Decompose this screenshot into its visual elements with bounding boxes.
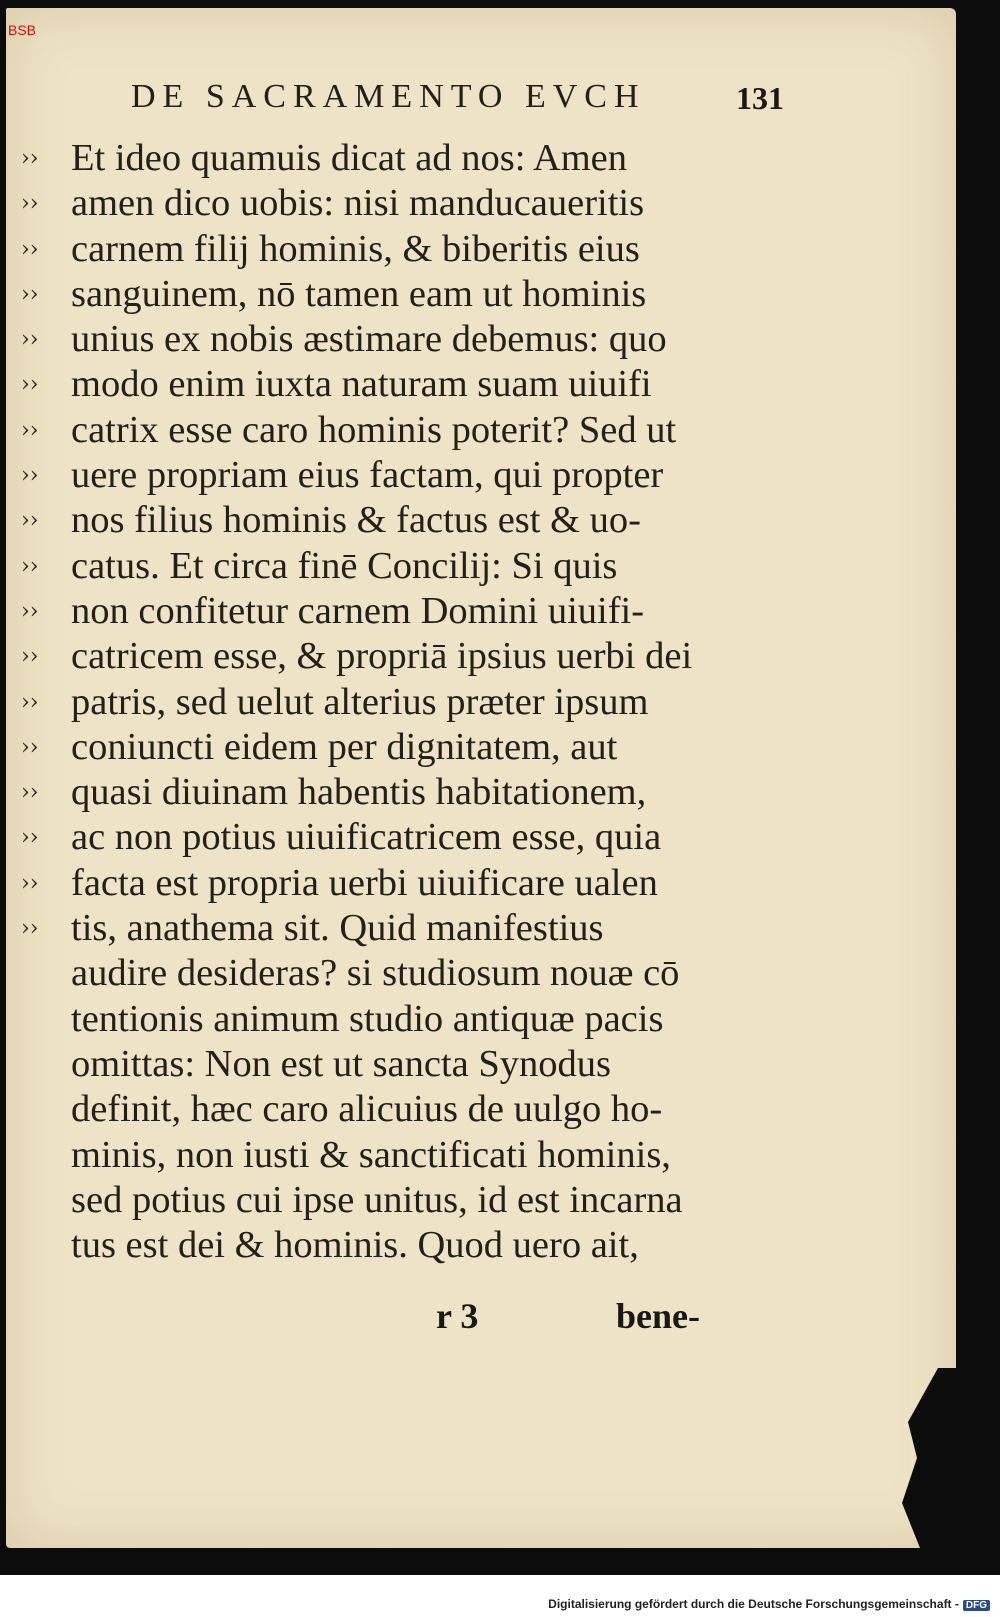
text-line [21, 136, 741, 181]
line-text: catus. Et circa finē Concilij: Si quis [71, 544, 618, 587]
quotation-mark: ›› [21, 236, 39, 262]
quotation-mark: ›› [21, 916, 39, 942]
running-head: DE SACRAMENTO EVCH [131, 78, 646, 115]
line-text: audire desideras? si studiosum nouæ cō [71, 952, 680, 995]
signature-mark: r 3 [436, 1296, 479, 1336]
line-text: sanguinem, nō tamen eam ut hominis [71, 272, 647, 315]
quotation-mark: ›› [21, 734, 39, 760]
line-text: catricem esse, & propriā ipsius uerbi dei [71, 635, 693, 678]
text-line [21, 544, 741, 589]
quotation-mark: ›› [21, 281, 39, 307]
quotation-mark: ›› [21, 372, 39, 398]
line-text: patris, sed uelut alterius præter ipsum [71, 680, 649, 723]
line-text: carnem filij hominis, & biberitis eius [71, 227, 640, 270]
text-line [21, 815, 741, 860]
dfg-logo: DFG [963, 1600, 990, 1611]
text-line [21, 589, 741, 634]
text-block [21, 136, 741, 1268]
line-text: tis, anathema sit. Quid manifestius [71, 907, 604, 950]
quotation-mark: ›› [21, 417, 39, 443]
folio-number: 131 [736, 80, 784, 116]
credit-text: Digitalisierung gefördert durch die Deutsche Forschungsgemeinschaft - [548, 1597, 959, 1611]
quotation-mark: ›› [21, 508, 39, 534]
line-text: uere propriam eius factam, qui propter [71, 454, 664, 497]
digitization-credit [548, 1597, 990, 1611]
line-text: unius ex nobis æstimare debemus: quo [71, 318, 667, 361]
text-line [21, 181, 741, 226]
text-line [21, 1178, 741, 1223]
quotation-mark: ›› [21, 689, 39, 715]
text-line [21, 362, 741, 407]
text-line [21, 453, 741, 498]
text-line [21, 634, 741, 679]
text-line [21, 227, 741, 272]
quotation-mark: ›› [21, 780, 39, 806]
line-text: ac non potius uiuificatricem esse, quia [71, 816, 662, 859]
book-page [6, 8, 956, 1548]
quotation-mark: ›› [21, 644, 39, 670]
quotation-mark: ›› [21, 553, 39, 579]
quotation-mark: ›› [21, 463, 39, 489]
quotation-mark: ›› [21, 327, 39, 353]
text-line [21, 680, 741, 725]
text-line [21, 317, 741, 362]
quotation-mark: ›› [21, 191, 39, 217]
line-text: minis, non iusti & sanctificati hominis, [71, 1133, 671, 1176]
line-text: sed potius cui ipse unitus, id est incarna [71, 1178, 683, 1221]
line-text: tentionis animum studio antiquæ pacis [71, 997, 664, 1040]
line-text: definit, hæc caro alicuius de uulgo ho‐ [71, 1088, 663, 1131]
text-line [21, 1042, 741, 1087]
text-line [21, 1087, 741, 1132]
line-text: omittas: Non est ut sancta Synodus [71, 1042, 612, 1085]
text-line [21, 906, 741, 951]
text-line [21, 498, 741, 543]
text-line [21, 272, 741, 317]
quotation-mark: ›› [21, 870, 39, 896]
line-text: tus est dei & hominis. Quod uero ait, [71, 1224, 639, 1267]
line-text: catrix esse caro hominis poterit? Sed ut [71, 408, 677, 451]
quotation-mark: ›› [21, 825, 39, 851]
line-text: modo enim iuxta naturam suam uiuifi [71, 363, 652, 406]
quotation-mark: ›› [21, 598, 39, 624]
line-text: coniuncti eidem per dignitatem, aut [71, 725, 618, 768]
text-line [21, 408, 741, 453]
line-text: non confitetur carnem Domini uiuifi‐ [71, 589, 645, 632]
line-text: nos filius hominis & factus est & uo‐ [71, 499, 641, 542]
line-text: facta est propria uerbi uiuificare ualen [71, 861, 658, 904]
catchline [436, 1295, 756, 1340]
line-text: Et ideo quamuis dicat ad nos: Amen [71, 137, 628, 179]
line-text: quasi diuinam habentis habitationem, [71, 771, 647, 814]
text-line [21, 1133, 741, 1178]
quotation-mark: ›› [21, 146, 39, 171]
line-text: amen dico uobis: nisi manducaueritis [71, 182, 645, 225]
text-line [21, 997, 741, 1042]
text-line [21, 861, 741, 906]
text-line [21, 1223, 741, 1268]
library-mark: BSB [8, 22, 37, 38]
catchword: bene‐ [616, 1296, 700, 1336]
text-line [21, 951, 741, 996]
text-line [21, 725, 741, 770]
text-line [21, 770, 741, 815]
